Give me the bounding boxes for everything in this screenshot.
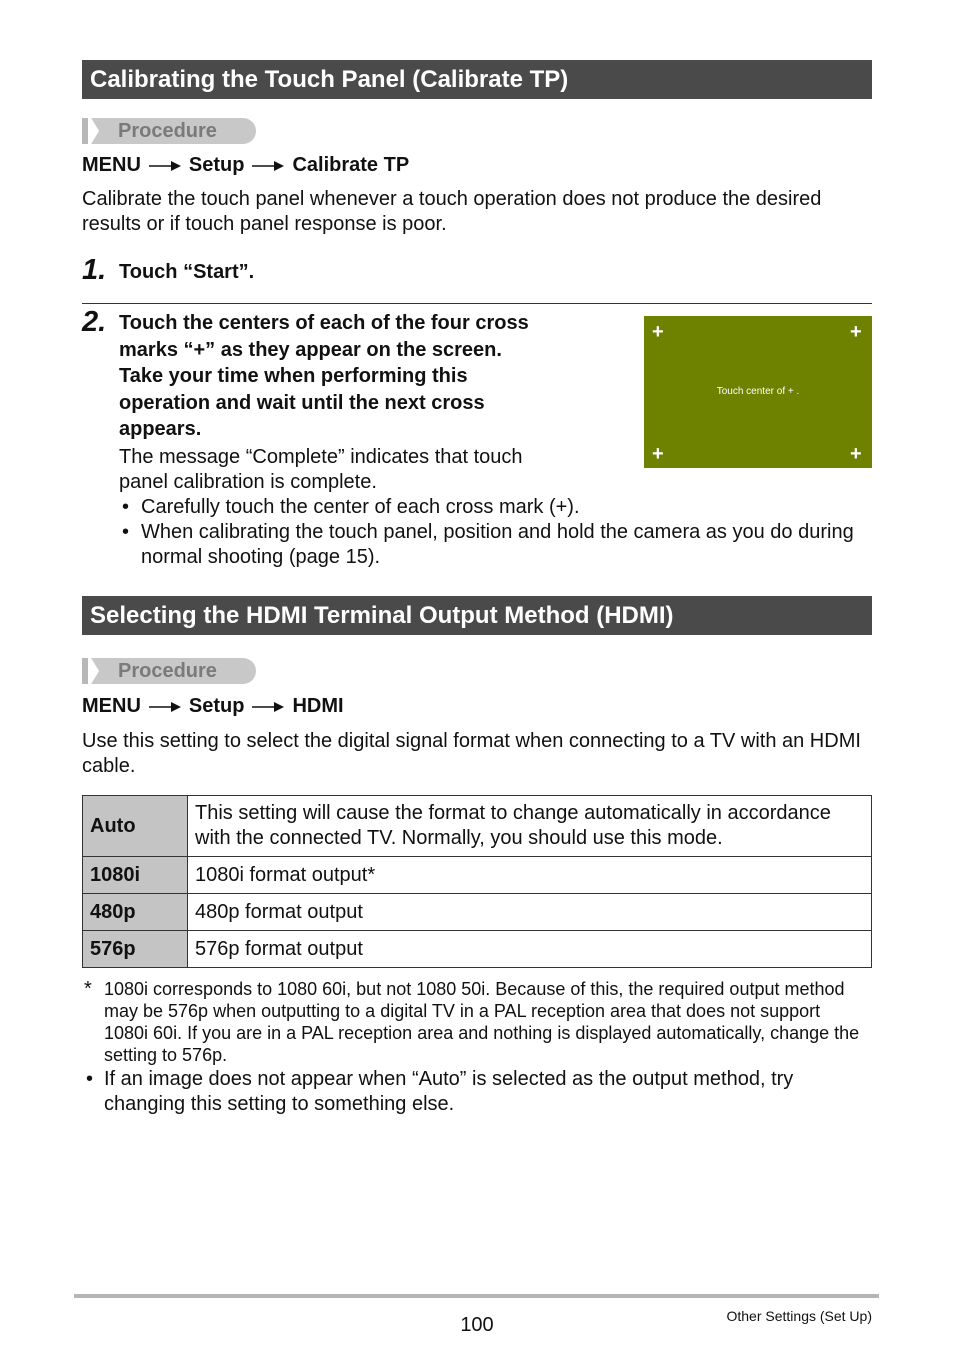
option-key: 480p: [83, 894, 188, 931]
step-note: [119, 445, 523, 495]
menu-path-item: HDMI: [292, 695, 344, 717]
step-line: marks “+” as they appear on the screen.: [119, 338, 502, 361]
procedure-label: Procedure: [118, 120, 217, 142]
option-key: Auto: [83, 796, 188, 857]
screen-message: Touch center of + .: [716, 386, 800, 397]
footer-section-label: Other Settings (Set Up): [726, 1308, 872, 1324]
menu-path-item: Setup: [188, 154, 245, 176]
option-description: 1080i format output*: [188, 857, 872, 894]
cross-mark-icon: +: [850, 443, 862, 465]
table-row: [83, 894, 872, 931]
bullet-text: Carefully touch the center of each cross mark (+).: [141, 496, 580, 518]
calibration-screen-image: [644, 316, 872, 468]
arrow-right-icon: [252, 701, 284, 713]
step-divider: [82, 303, 872, 304]
menu-path: [82, 154, 409, 177]
arrow-right-icon: [149, 701, 181, 713]
step-line: appears.: [119, 418, 202, 440]
footnote-mark: *: [84, 978, 92, 1000]
step-text: [119, 310, 619, 443]
step-number: 1.: [82, 254, 107, 286]
menu-path-item: MENU: [82, 154, 141, 176]
option-description: 480p format output: [188, 894, 872, 931]
step-note-line: The message “Complete” indicates that touch: [119, 446, 523, 468]
bullet-text: If an image does not appear when “Auto” is selected as the output method, try changing this setting to something else.: [104, 1068, 794, 1115]
step-number: 2.: [82, 306, 107, 338]
menu-path: [82, 695, 344, 718]
step-note-line: panel calibration is complete.: [119, 471, 377, 493]
table-row: [83, 857, 872, 894]
bullet-dot: •: [122, 496, 130, 518]
step-text: Touch “Start”.: [119, 261, 255, 283]
section-title-hdmi: Selecting the HDMI Terminal Output Method (HDMI): [82, 596, 872, 635]
bullet-dot: •: [122, 521, 130, 543]
page-number: 100: [460, 1314, 494, 1336]
step-line: operation and wait until the next cross: [119, 391, 485, 414]
arrow-right-icon: [252, 160, 284, 172]
option-description: 576p format output: [188, 931, 872, 968]
option-key: 576p: [83, 931, 188, 968]
cross-mark-icon: +: [850, 321, 862, 343]
menu-path-item: Calibrate TP: [292, 154, 410, 176]
intro-text: Calibrate the touch panel whenever a touch operation does not produce the desired results or if touch panel response is poor.: [82, 188, 822, 235]
table-row: [83, 931, 872, 968]
footnote-text: 1080i corresponds to 1080 60i, but not 1080 50i. Because of this, the required output method may be 576p when outputting to a digital TV in a PAL reception area that does not support 1080i 60i. If you are in a PAL reception area and nothing is displayed automatically, change the setting to 576p.: [104, 979, 860, 1065]
procedure-badge: [82, 118, 256, 144]
cross-mark-icon: +: [652, 321, 664, 343]
intro-text: Use this setting to select the digital signal format when connecting to a TV with an HDMI cable.: [82, 730, 861, 777]
bullet-text: When calibrating the touch panel, position and hold the camera as you do during normal shooting (page 15).: [141, 521, 854, 568]
step-line: Touch the centers of each of the four cross: [119, 312, 529, 334]
option-description: This setting will cause the format to change automatically in accordance with the connected TV. Normally, you should use this mode.: [188, 796, 872, 857]
menu-path-item: MENU: [82, 695, 141, 717]
footer-rule: [74, 1294, 879, 1298]
procedure-badge: [82, 658, 256, 684]
option-key: 1080i: [83, 857, 188, 894]
cross-mark-icon: +: [652, 443, 664, 465]
hdmi-options-table: [82, 795, 872, 968]
table-row: [83, 796, 872, 857]
procedure-label: Procedure: [118, 660, 217, 682]
bullet-dot: •: [86, 1068, 94, 1090]
section-title-calibrate: Calibrating the Touch Panel (Calibrate TP): [82, 60, 872, 99]
step-line: Take your time when performing this: [119, 365, 468, 387]
menu-path-item: Setup: [188, 695, 245, 717]
arrow-right-icon: [149, 160, 181, 172]
